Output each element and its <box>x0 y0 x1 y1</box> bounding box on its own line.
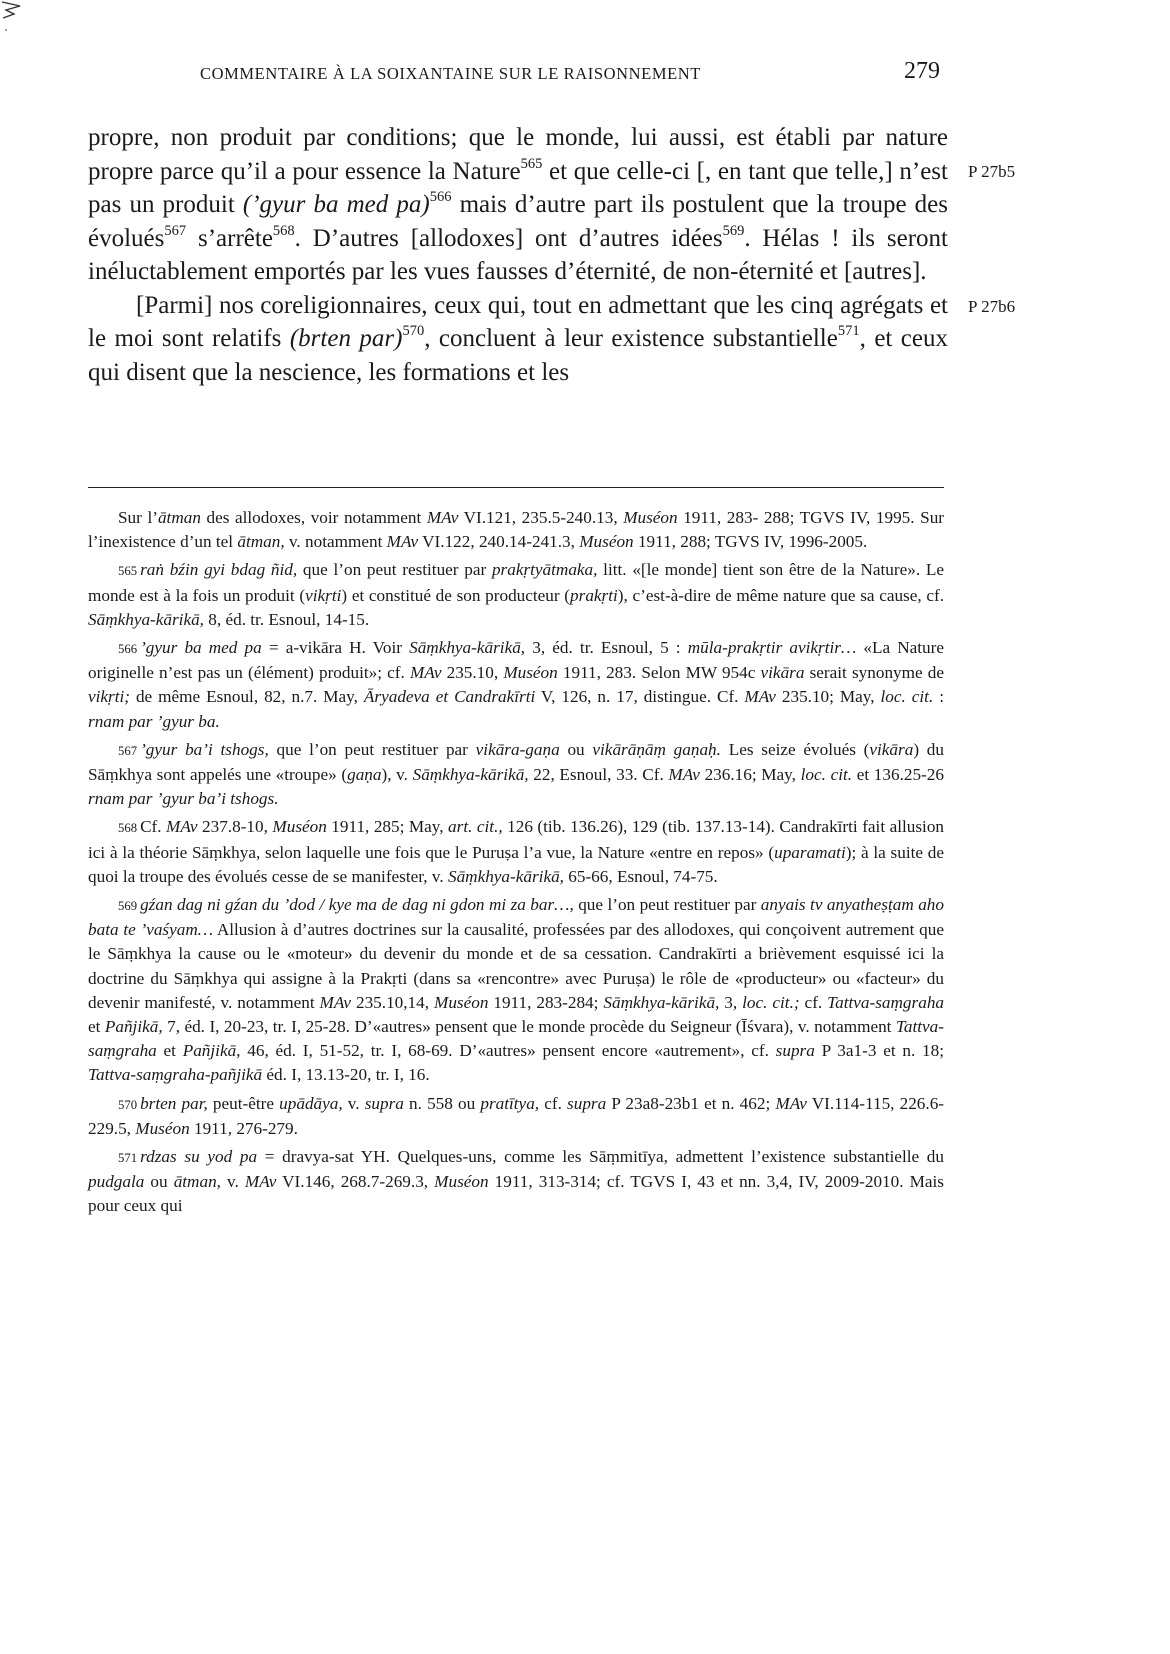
text-run: V, 126, n. 17, distingue. Cf. <box>535 687 745 707</box>
text-run: 3, <box>719 992 743 1012</box>
margin-ref: P 27b6 <box>968 297 1016 316</box>
text-run: VI.121, 235.5-240.13, <box>458 508 624 527</box>
text-run: 1911, 283-284; <box>488 992 604 1012</box>
note-number: 565 <box>118 564 138 579</box>
text-run: des allodoxes, voir notamment <box>200 508 427 527</box>
text-run: 235.10, <box>441 663 504 683</box>
term: supra <box>775 1041 815 1061</box>
note-number: 566 <box>118 642 138 657</box>
text-run: 126 (tib. 136.26), 129 (tib. 137.13-14). Candrakīrti fait allusion ici à la théorie Sāṃkhya, selon laquelle une fois que le Puruṣa l’a vue, la Nature «entre en repos» ( <box>88 817 945 862</box>
body-paragraph <box>88 121 948 289</box>
term: MAv <box>668 765 700 785</box>
text-run: ), v. <box>381 765 413 785</box>
term: vikṛti; <box>88 687 130 707</box>
text-run: . Hélas ! ils seront inéluctablement emportés par les vues fausses d’éternité, de non-éternité et [autres]. <box>88 224 948 285</box>
term: supra <box>567 1093 607 1113</box>
text-run: que l’on peut restituer par <box>573 895 761 915</box>
text-run: et 136.25-26 <box>852 765 944 785</box>
text-run: 237.8-10, <box>197 817 273 837</box>
note-ref: 568 <box>272 222 295 239</box>
text-run: ) et constitué de son producteur ( <box>341 585 571 605</box>
text-run: Sur l’ <box>118 508 158 527</box>
text-run: 65-66, Esnoul, 74-75. <box>563 866 718 886</box>
text-run: litt. «[le monde] tient son être de la Nature». Le monde est à la fois un produit ( <box>88 560 944 605</box>
footnote-continued <box>88 506 944 554</box>
footnote-569 <box>88 893 944 1088</box>
term: Muséon <box>503 663 558 683</box>
text-run: propre, non produit par conditions; que le monde, lui aussi, est établi par nature propre parce qu’il a pour essence la Nature <box>88 124 948 185</box>
term: uparamati <box>774 842 846 862</box>
text-run: serait synonyme de <box>804 663 945 683</box>
text-run: P 23a8-23b1 et n. 462; <box>606 1093 776 1113</box>
text-run: n. 558 ou <box>403 1093 481 1113</box>
text-run: , concluent à leur existence substantielle <box>424 325 838 352</box>
note-ref: 569 <box>722 222 745 239</box>
text-run: . D’autres [allodoxes] ont d’autres idées <box>294 224 723 252</box>
text-run: Les seize évolués ( <box>720 739 870 759</box>
term: gaṇa <box>347 765 382 785</box>
term: ’gyur ba med pa <box>140 638 262 658</box>
term: supra <box>364 1093 404 1113</box>
text-run: ), c’est-à-dire de même nature que sa cause, cf. <box>617 585 945 605</box>
term: Muséon <box>434 992 489 1012</box>
term: pratītya, <box>480 1093 540 1113</box>
tibetan-term: (’gyur ba med pa) <box>242 191 430 218</box>
text-run: VI.122, 240.14-241.3, <box>418 532 580 552</box>
term: upādāya, <box>279 1093 343 1113</box>
body-paragraph <box>88 289 948 390</box>
term: Sāṃkhya-kārikā, <box>412 765 529 785</box>
text-run: 1911, 288; TGVS IV, 1996-2005. <box>633 532 868 552</box>
term: mūla-prakṛtir avikṛtir… <box>687 638 857 658</box>
term: ’gyur ba’i tshogs, <box>140 739 269 759</box>
text-run: 1911, 276-279. <box>189 1118 298 1138</box>
note-number: 568 <box>118 821 138 836</box>
footnote-567 <box>88 738 944 812</box>
term: art. cit., <box>448 817 503 837</box>
term: Muséon <box>579 532 634 552</box>
term: Pañjikā, <box>182 1041 241 1061</box>
note-ref: 570 <box>402 323 425 340</box>
text-run: = dravya-sat YH. Quelques-uns, comme les Sāṃmitīya, admettent l’existence substantielle du <box>257 1147 944 1167</box>
term: brten par, <box>140 1093 208 1113</box>
text-run: peut-être <box>207 1093 280 1113</box>
footnote-rule <box>88 487 944 488</box>
note-ref: 571 <box>837 323 860 340</box>
note-number: 569 <box>118 899 138 914</box>
text-run: VI.114-115, 226.6-229.5, <box>88 1093 945 1138</box>
term: gźan dag ni gźan du ’dod / kye ma de dag ni gdon mi za bar…, <box>140 895 574 915</box>
term: MAv <box>775 1093 807 1113</box>
term: Tattva-saṃgraha-pañjikā <box>88 1065 263 1085</box>
margin-ref: P 27b5 <box>968 162 1016 181</box>
term: Tattva-saṃgraha <box>827 992 945 1012</box>
note-number: 570 <box>118 1097 138 1112</box>
term: rnam par ’gyur ba. <box>88 711 220 731</box>
text-run: P 3a1-3 et n. 18; <box>814 1041 944 1061</box>
term: Sāṃkhya-kārikā, <box>409 638 526 658</box>
running-head: COMMENTAIRE À LA SOIXANTAINE SUR LE RAISONNEMENT <box>200 64 701 83</box>
term: anyais tv anyatheṣṭam aho bata te ’vaśyam… <box>88 895 944 940</box>
text-run: v. notamment <box>284 532 387 552</box>
footnote-570 <box>88 1092 944 1141</box>
text-run: VI.146, 268.7-269.3, <box>276 1172 435 1192</box>
term: MAv <box>166 817 198 837</box>
term: MAv <box>386 532 419 552</box>
term: Sāṃkhya-kārikā, <box>603 992 720 1012</box>
text-run: Allusion à d’autres doctrines sur la causalité, professées par des allodoxes, qui conçoivent autrement que le Sāṃkhya la cause ou le «moteur» du devenir du monde et de sa cessation. Candrakīrti a brièvement esquissé ici la doctrine du Sāṃkhya qui assigne à la Prakṛti (dans sa «rencontre» avec Puruṣa) le rôle de «producteur» ou «facteur» du devenir manifesté, v. notamment <box>88 920 944 1012</box>
term: MAv <box>319 992 352 1012</box>
body-text <box>88 121 948 389</box>
text-run: 1911, 283. Selon MW 954c <box>557 663 761 683</box>
text-run: 22, Esnoul, 33. Cf. <box>528 765 669 785</box>
text-run: s’arrête <box>186 224 273 252</box>
text-run: Cf. <box>140 817 167 837</box>
note-number: 571 <box>118 1151 138 1166</box>
term: rnam par ’gyur ba’i tshogs. <box>88 789 279 809</box>
scan-corner-mark <box>0 0 26 40</box>
term: ātman, <box>173 1172 221 1192</box>
term: Sāṃkhya-kārikā, <box>88 609 204 629</box>
text-run: 1911, 285; May, <box>326 817 449 837</box>
text-run: v. <box>342 1093 365 1113</box>
term: Āryadeva et Candrakīrti <box>363 687 536 707</box>
term: vikāra-gaṇa <box>475 739 560 759</box>
text-run: ); à la suite de quoi la troupe des évolués cesse de se manifester, v. <box>88 842 944 886</box>
footnote-565 <box>88 558 944 632</box>
text-run: ou <box>559 739 593 759</box>
tibetan-term: (brten par) <box>289 325 403 352</box>
term: vikāra <box>760 663 805 683</box>
text-run: «La Nature originelle n’est pas un (élément) produit»; cf. <box>88 638 945 683</box>
text-run: [Parmi] nos coreligionnaires, ceux qui, tout en admettant que les cinq agrégats et le moi sont relatifs <box>88 291 948 352</box>
text-run: cf. <box>799 992 828 1012</box>
term: MAv <box>409 663 442 683</box>
text-run: : <box>933 687 944 707</box>
term: MAv <box>244 1172 277 1192</box>
text-run: 8, éd. tr. Esnoul, 14-15. <box>203 609 370 629</box>
term: Sāṃkhya-kārikā, <box>447 866 564 886</box>
text-run: 7, éd. I, 20-23, tr. I, 25-28. D’«autres» pensent que le monde procède du Seigneur (Īśvara), v. notamment <box>162 1017 896 1037</box>
term: Muséon <box>623 508 678 527</box>
text-run: et que celle-ci [, en tant que telle,] n’est pas un produit <box>88 157 948 218</box>
text-run: que l’on peut restituer par <box>297 560 492 580</box>
text-run: éd. I, 13.13-20, tr. I, 16. <box>262 1065 430 1085</box>
term: loc. cit. <box>880 687 934 707</box>
term: loc. cit.; <box>742 992 800 1012</box>
term: MAv <box>744 687 776 707</box>
note-number: 567 <box>118 743 138 758</box>
text-run: 3, éd. tr. Esnoul, 5 : <box>525 638 688 658</box>
footnote-566 <box>88 636 944 734</box>
term: loc. cit. <box>800 765 853 785</box>
note-ref: 566 <box>429 189 452 206</box>
page-number: 279 <box>904 58 940 84</box>
footnote-571 <box>88 1145 944 1219</box>
term: Muséon <box>434 1172 489 1192</box>
term: Muséon <box>135 1118 190 1138</box>
footnote-568 <box>88 815 944 889</box>
text-run: ) du Sāṃkhya sont appelés une «troupe» ( <box>88 739 944 785</box>
text-run: ou <box>144 1172 174 1192</box>
text-run: cf. <box>539 1093 568 1113</box>
term: MAv <box>426 508 459 527</box>
text-run: et <box>156 1041 183 1061</box>
text-run: 235.10; May, <box>775 687 881 707</box>
term: Pañjikā, <box>104 1017 163 1037</box>
term: pudgala <box>88 1172 145 1192</box>
text-run: 46, éd. I, 51-52, tr. I, 68-69. D’«autres» pensent encore «autrement», cf. <box>240 1041 776 1061</box>
term: raṅ bźin gyi bdag ñid, <box>140 560 298 580</box>
footnotes <box>88 506 944 1223</box>
term: vikārāṇāṃ gaṇaḥ. <box>592 739 721 759</box>
text-run: et <box>88 1017 105 1037</box>
text-run: mais d’autre part ils postulent que la troupe des évolués <box>88 191 949 252</box>
term: rdzas su yod pa <box>140 1147 258 1167</box>
text-run: de même Esnoul, 82, n.7. May, <box>130 687 364 707</box>
term: Muséon <box>272 817 327 837</box>
term: Tattva-saṃgraha <box>88 1017 944 1061</box>
text-run: 236.16; May, <box>699 765 801 785</box>
term: prakṛti <box>570 585 618 605</box>
text-run: 1911, 283- 288; TGVS IV, 1995. Sur l’inexistence d’un tel <box>88 508 945 552</box>
term: ātman, <box>237 532 285 552</box>
term: vikāra <box>869 739 914 759</box>
text-run: 1911, 313-314; cf. TGVS I, 43 et nn. 3,4, IV, 2009-2010. Mais pour ceux qui <box>88 1172 944 1216</box>
text-run: = a-vikāra H. Voir <box>261 638 410 658</box>
term: prakṛtyātmaka, <box>491 560 598 580</box>
text-run: que l’on peut restituer par <box>268 739 476 759</box>
note-ref: 567 <box>164 222 187 239</box>
text-run: , et ceux qui disent que la nescience, les formations et les <box>88 325 949 386</box>
text-run: 235.10,14, <box>351 992 434 1012</box>
term: vikṛti <box>305 585 342 605</box>
text-run: v. <box>220 1172 245 1192</box>
note-ref: 565 <box>520 155 543 172</box>
term: ātman <box>157 508 201 527</box>
